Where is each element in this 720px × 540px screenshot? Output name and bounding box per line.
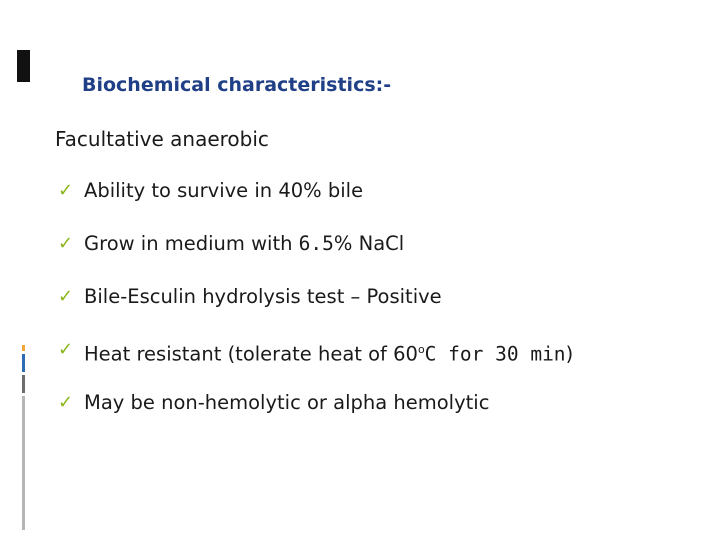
item-text: Heat resistant (tolerate heat of 60$^o$C for 30 min) (84, 342, 574, 366)
item-text: May be non-hemolytic or alpha hemolytic (84, 391, 490, 414)
list-item (58, 390, 573, 443)
list-item (58, 178, 573, 231)
list-item (58, 231, 573, 284)
check-icon: ✓ (58, 286, 74, 307)
list-item (58, 337, 573, 390)
item-text: Bile-Esculin hydrolysis test – Positive (84, 285, 442, 308)
subheading: Facultative anaerobic (55, 127, 269, 151)
check-icon: ✓ (58, 180, 74, 201)
check-icon: ✓ (58, 392, 74, 413)
check-icon: ✓ (58, 233, 74, 254)
item-text: Grow in medium with 6.5% NaCl (84, 232, 405, 255)
accent-block (17, 50, 30, 82)
bullet-list (58, 178, 573, 443)
item-text: Ability to survive in 40% bile (84, 179, 364, 202)
slide-title: Biochemical characteristics:- (82, 74, 392, 96)
list-item (58, 284, 573, 337)
side-accent-rule (22, 345, 25, 530)
check-icon: ✓ (58, 339, 74, 360)
